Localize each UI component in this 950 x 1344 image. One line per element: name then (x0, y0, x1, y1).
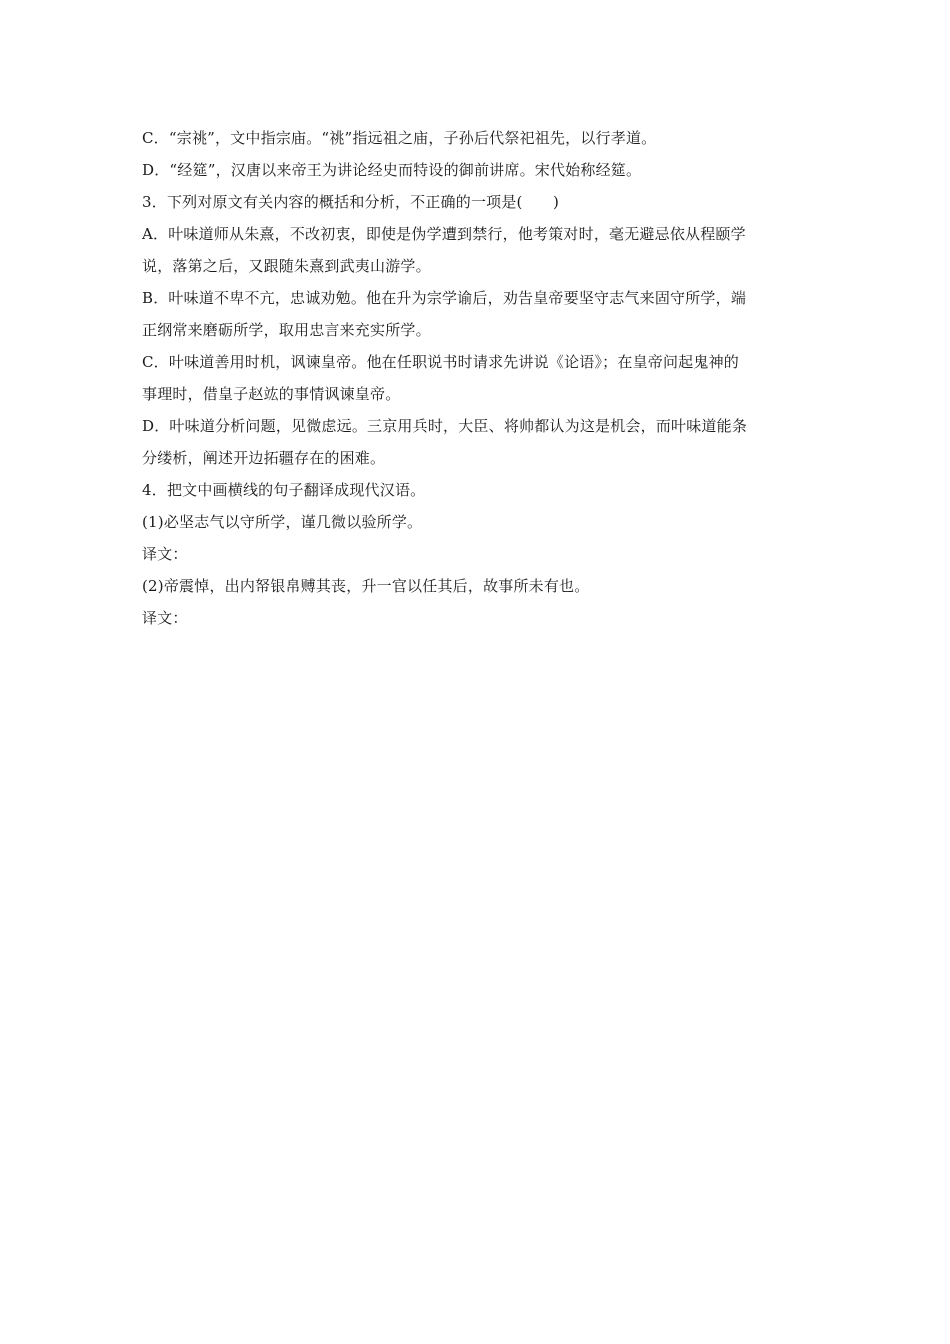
q3-option-d-line-1: D．叶味道分析问题，见微虑远。三京用兵时，大臣、将帅都认为这是机会，而叶味道能条 (142, 417, 748, 435)
q4-item-2 (142, 570, 810, 634)
q2-option-c-line: C．“宗祧”，文中指宗庙。“祧”指远祖之庙，子孙后代祭祀祖先，以行孝道。 (142, 129, 657, 147)
q3-stem-text: 3．下列对原文有关内容的概括和分析，不正确的一项是( ) (142, 193, 560, 211)
q2-option-d (142, 154, 810, 186)
q3-option-c-line-1: C．叶味道善用时机，讽谏皇帝。他在任职说书时请求先讲说《论语》；在皇帝问起鬼神的 (142, 353, 739, 371)
q3-option-a (142, 218, 810, 282)
q3-option-d (142, 410, 810, 474)
q4-item-2-answer-label: 译文： (142, 609, 188, 627)
q4-item-1 (142, 506, 810, 570)
q4-stem-text: 4．把文中画横线的句子翻译成现代汉语。 (142, 481, 426, 499)
q3-option-c (142, 346, 810, 410)
q3-option-d-line-2: 分缕析，阐述开边拓疆存在的困难。 (142, 449, 386, 467)
q3-option-b-line-2: 正纲常来磨砺所学，取用忠言来充实所学。 (142, 321, 431, 339)
q4-item-1-sentence: (1)必坚志气以守所学，谨几微以验所学。 (142, 513, 423, 531)
q3-option-a-line-1: A．叶味道师从朱熹，不改初衷，即使是伪学遭到禁行，他考策对时，毫无避忌依从程颐学 (142, 225, 746, 243)
q3-option-c-line-2: 事理时，借皇子赵竑的事情讽谏皇帝。 (142, 385, 401, 403)
q3-option-b (142, 282, 810, 346)
q3-option-b-line-1: B．叶味道不卑不亢，忠诚劝勉。他在升为宗学谕后，劝告皇帝要坚守志气来固守所学，端 (142, 289, 747, 307)
q3-stem (142, 186, 810, 218)
q3-option-a-line-2: 说，落第之后，又跟随朱熹到武夷山游学。 (142, 257, 431, 275)
document-content (142, 122, 810, 634)
q4-stem (142, 474, 810, 506)
q2-option-d-line: D．“经筵”，汉唐以来帝王为讲论经史而特设的御前讲席。宋代始称经筵。 (142, 161, 642, 179)
q4-item-2-sentence: (2)帝震悼，出内帑银帛赙其丧，升一官以任其后，故事所未有也。 (142, 577, 590, 595)
q2-option-c (142, 122, 810, 154)
q4-item-1-answer-label: 译文： (142, 545, 188, 563)
